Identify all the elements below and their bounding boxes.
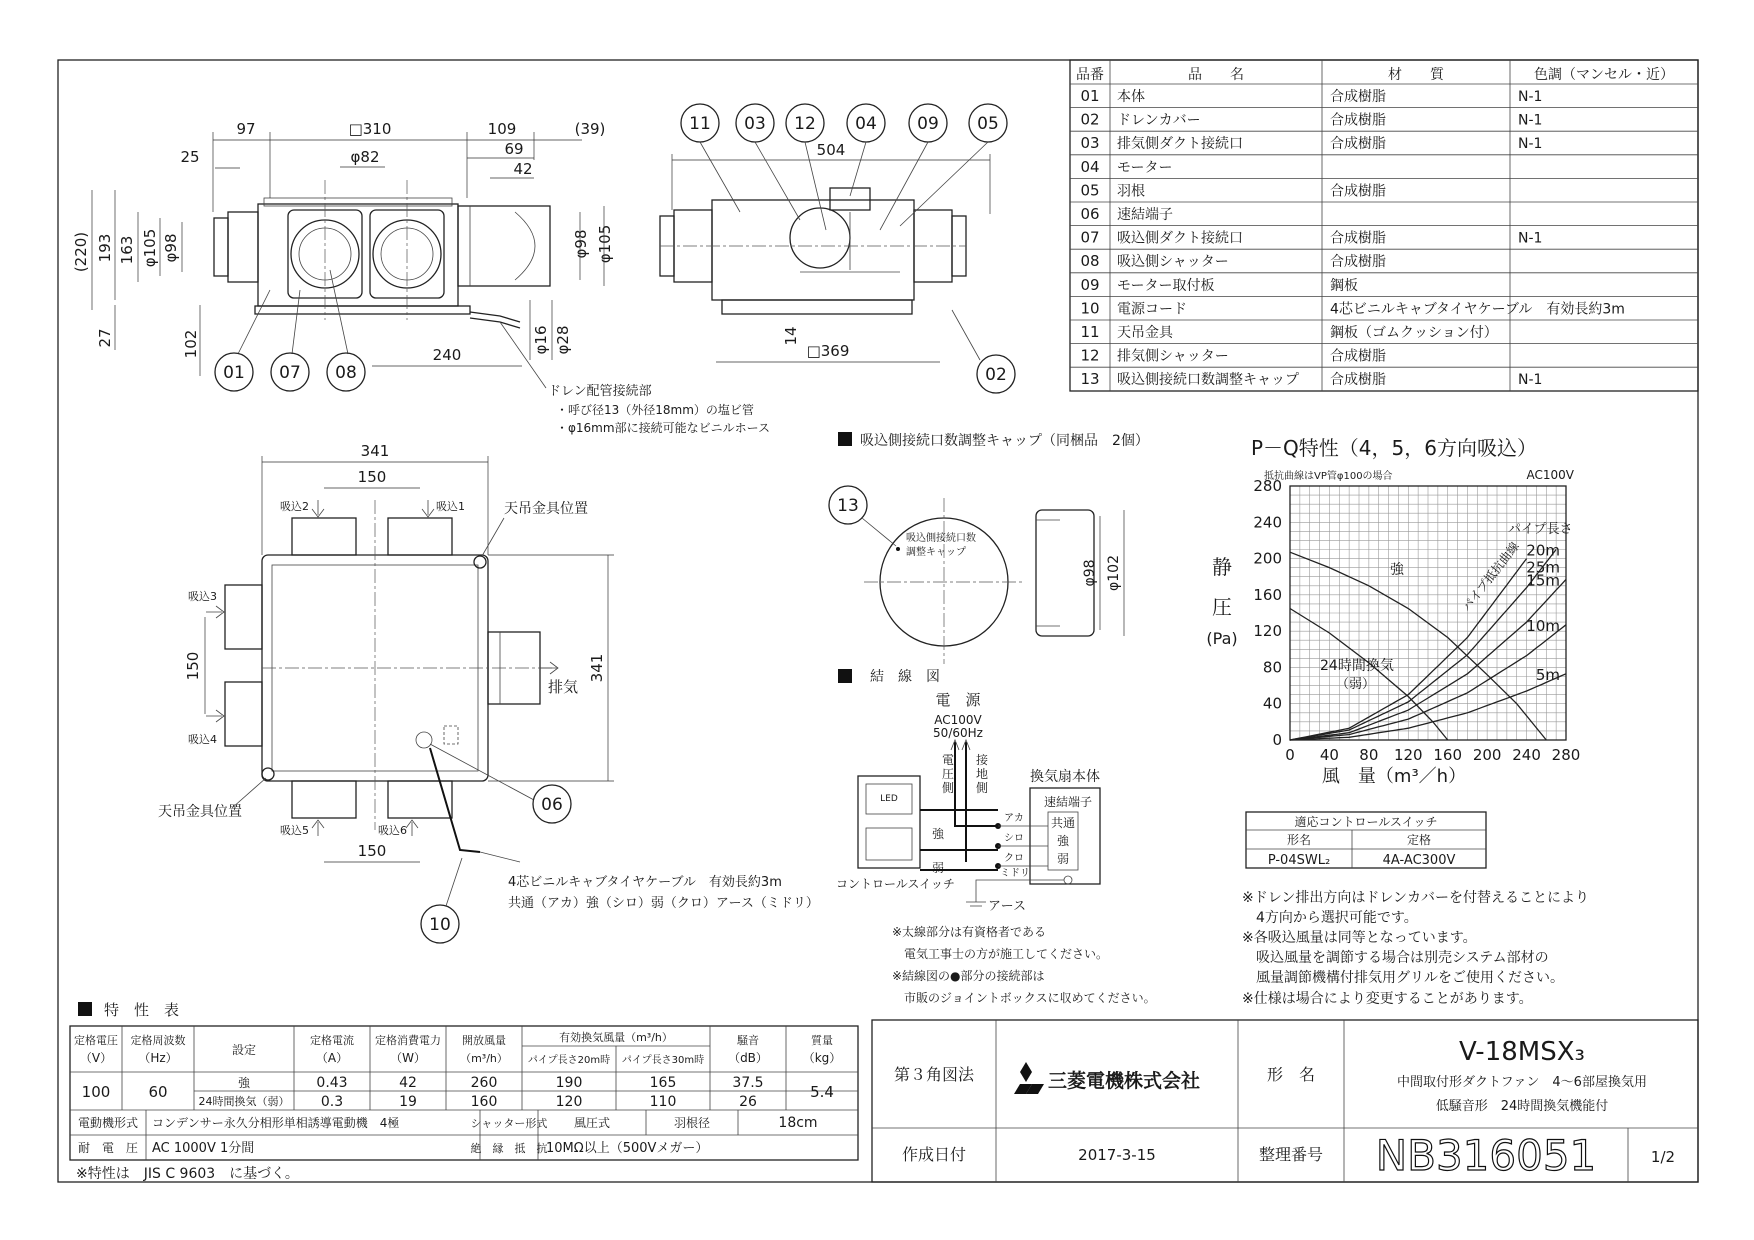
- sheet-border: [58, 60, 1698, 1182]
- part-no: 01: [1080, 87, 1100, 105]
- series-label-weak-1: 24時間換気: [1320, 658, 1394, 674]
- pq-title: P－Q特性（4，5，6方向吸込）: [1251, 436, 1537, 460]
- terminal-weak: 弱: [1056, 852, 1070, 866]
- spec-h-power-2: （W）: [390, 1051, 426, 1065]
- spec-blade: 18cm: [778, 1115, 818, 1131]
- pq-xlabel: 風 量（m³／h）: [1321, 766, 1467, 787]
- callout-13: 13: [837, 496, 859, 516]
- switch-label-weak: 弱: [932, 861, 945, 875]
- dim-369: □369: [806, 342, 850, 360]
- hanger-label-top: 天吊金具位置: [504, 501, 588, 517]
- spec-h-current-2: （A）: [315, 1051, 349, 1065]
- part-material: 合成樹脂: [1330, 183, 1386, 200]
- part-name: モーター: [1117, 159, 1173, 176]
- part-color: N-1: [1518, 230, 1543, 247]
- arrow-inlet-1: [422, 500, 434, 517]
- dim-16: φ16: [532, 325, 550, 355]
- svg-text:LED: LED: [880, 794, 898, 804]
- spec-insulation-label: 絶 縁 抵 抗: [470, 1142, 548, 1155]
- part-no: 02: [1080, 110, 1100, 129]
- resistance-label: 20m: [1526, 541, 1560, 560]
- dim-163: 163: [118, 235, 136, 265]
- parts-header-no: 品番: [1076, 67, 1104, 83]
- pq-supply: AC100V: [1526, 468, 1574, 482]
- callout-side: 05: [977, 114, 999, 134]
- part-name: 本体: [1117, 89, 1145, 105]
- callout-side: 09: [917, 114, 939, 134]
- series-label-pipe: パイプ長さ: [1508, 522, 1573, 537]
- pq-ylabel-1: 静: [1212, 555, 1232, 579]
- arrow-exhaust: [540, 662, 558, 674]
- wiring-note-3: ※結線図の●部分の接続部は: [892, 969, 1045, 983]
- pq-subtitle: 抵抗曲線はVP管φ100の場合: [1264, 471, 1393, 482]
- part-material: 合成樹脂: [1330, 112, 1386, 129]
- side-label-2: 圧: [942, 767, 955, 781]
- arrow-inlet-6: [406, 820, 418, 836]
- side-label-5: 地: [976, 767, 989, 781]
- parts-table: [1070, 60, 1698, 391]
- resistance-label: 15m: [1526, 571, 1560, 590]
- terminal-strong: 強: [1056, 834, 1070, 848]
- wire-black: クロ: [1004, 853, 1024, 864]
- y-tick-label: 40: [1262, 694, 1282, 713]
- x-tick-label: 40: [1319, 746, 1339, 764]
- note-3: ※各吸込風量は同等となっています。: [1242, 930, 1477, 946]
- inlet-label-1: 吸込1: [436, 500, 465, 513]
- wiring-note-4: 市販のジョイントボックスに収めてください。: [904, 991, 1156, 1005]
- projection-label: 第３角図法: [893, 1065, 975, 1084]
- parts-header-name: 品 名: [1188, 67, 1244, 83]
- part-no: 13: [1080, 370, 1100, 389]
- drain-note-title: ドレン配管接続部: [548, 384, 652, 399]
- dim-310: □310: [348, 120, 392, 138]
- callout-side: 04: [855, 114, 877, 134]
- callout-01: 01: [223, 363, 245, 383]
- parts-header-material: 材 質: [1388, 67, 1444, 83]
- dim-193: 193: [96, 233, 114, 263]
- dim-341-top: 341: [360, 442, 390, 460]
- note-1: ※ドレン排出方向はドレンカバーを付替えることにより: [1242, 890, 1590, 906]
- part-material: 鋼板（ゴムクッション付）: [1330, 325, 1498, 341]
- x-tick-label: 160: [1433, 746, 1463, 764]
- spec-row1-noise: 37.5: [732, 1075, 764, 1091]
- doc-no-label: 整理番号: [1258, 1145, 1324, 1164]
- spec-h-current-1: 定格電流: [310, 1034, 354, 1047]
- series-label-strong: 強: [1390, 562, 1404, 578]
- company-name: 三菱電機株式会社: [1048, 1070, 1201, 1092]
- dim-220: (220): [72, 231, 90, 273]
- x-tick-label: 240: [1512, 746, 1541, 764]
- spec-footnote: ※特性は JIS C 9603 に基づく。: [76, 1166, 299, 1182]
- spec-shutter-label: シャッター形式: [470, 1117, 548, 1130]
- part-no: 06: [1080, 205, 1100, 223]
- side-body: [712, 200, 914, 300]
- callout-02: 02: [985, 365, 1007, 385]
- general-notes: [1242, 889, 1589, 1007]
- page-number: 1/2: [1650, 1148, 1676, 1166]
- spec-row1-current: 0.43: [316, 1075, 348, 1091]
- note-6: ※仕様は場合により変更することがあります。: [1242, 991, 1533, 1007]
- wiring-heading: 結 線 図: [870, 669, 940, 685]
- spec-withstand-label: 耐 電 圧: [77, 1141, 139, 1155]
- switch-label-strong: 強: [932, 827, 945, 841]
- spec-h-voltage-2: （V）: [79, 1051, 113, 1065]
- wire-green: ミドリ: [1000, 868, 1030, 879]
- spec-h-freq-2: （Hz）: [138, 1051, 178, 1065]
- dim-42: 42: [513, 160, 533, 178]
- drain-note-line1: ・呼び径13（外径18mm）の塩ビ管: [556, 403, 754, 417]
- callout-side: 11: [689, 114, 711, 134]
- part-name: モーター取付板: [1117, 277, 1215, 294]
- y-tick-label: 80: [1262, 658, 1282, 677]
- wiring-diagram: [836, 669, 1156, 1005]
- spec-shutter: 風圧式: [573, 1116, 611, 1130]
- part-no: 04: [1080, 157, 1100, 176]
- part-name: 排気側シャッター: [1117, 348, 1229, 365]
- part-no: 08: [1080, 252, 1100, 271]
- part-name: 電源コード: [1117, 301, 1187, 318]
- part-material: 合成樹脂: [1330, 89, 1386, 105]
- freq-label: 50/60Hz: [933, 726, 983, 740]
- note-5: 風量調節機構付排気用グリルをご使用ください。: [1242, 970, 1564, 986]
- part-name: 排気側ダクト接続口: [1117, 136, 1243, 153]
- arrow-inlet-5: [312, 820, 324, 836]
- inlet-label-3: 吸込3: [188, 590, 217, 603]
- side-label-4: 接: [976, 753, 989, 767]
- switch-table-h2: 定格: [1406, 833, 1432, 847]
- mitsubishi-logo-icon: [1014, 1062, 1044, 1094]
- part-material: 合成樹脂: [1330, 348, 1386, 365]
- spec-row1-pipe30: 165: [649, 1075, 677, 1091]
- dim-150-left: 150: [184, 651, 202, 681]
- dim-97: 97: [236, 120, 256, 138]
- part-no: 09: [1080, 275, 1100, 294]
- spec-h-mass-1: 質量: [811, 1034, 833, 1047]
- part-material: 4芯ビニルキャブタイヤケーブル 有効長約3m: [1330, 301, 1625, 318]
- arrow-inlet-3: [206, 606, 224, 618]
- cable-note-1: 4芯ビニルキャブタイヤケーブル 有効長約3m: [508, 875, 782, 890]
- spec-row2-noise: 26: [739, 1094, 757, 1110]
- spec-row2-open: 160: [470, 1094, 498, 1110]
- wire-white: シロ: [1004, 833, 1024, 844]
- part-name: 吸込側シャッター: [1117, 254, 1229, 271]
- y-tick-label: 0: [1272, 731, 1282, 749]
- spec-h-pipe30: パイプ長さ30m時: [621, 1055, 705, 1066]
- inlet-label-2: 吸込2: [280, 500, 309, 513]
- part-name: 吸込側接続口数調整キャップ: [1117, 372, 1299, 389]
- spec-h-pipe20: パイプ長さ20m時: [527, 1055, 611, 1066]
- cap-heading: 吸込側接続口数調整キャップ（同梱品 2個）: [860, 433, 1149, 449]
- y-tick-label: 280: [1253, 477, 1282, 495]
- part-color: N-1: [1518, 112, 1543, 129]
- wiring-note-1: ※太線部分は有資格者である: [892, 925, 1047, 939]
- part-color: N-1: [1518, 372, 1543, 389]
- hanger-label-bottom: 天吊金具位置: [158, 804, 242, 820]
- series-label-weak-2: （弱）: [1336, 677, 1376, 692]
- switch-rating: 4A-AC300V: [1382, 853, 1456, 868]
- dim-82: φ82: [350, 148, 380, 166]
- part-no: 10: [1080, 299, 1100, 318]
- dim-102: 102: [182, 329, 200, 359]
- specs-heading: 特 性 表: [104, 1001, 180, 1019]
- spec-row1-power: 42: [399, 1075, 417, 1091]
- resistance-label: 10m: [1526, 616, 1560, 635]
- part-color: N-1: [1518, 136, 1543, 153]
- parts-header-color: 色調（マンセル・近）: [1534, 67, 1674, 83]
- dim-341-right: 341: [588, 653, 606, 683]
- terminal-common: 共通: [1050, 816, 1076, 830]
- date-value: 2017-3-15: [1078, 1146, 1156, 1164]
- part-name: 天吊金具: [1117, 325, 1173, 341]
- part-material: 合成樹脂: [1330, 136, 1386, 153]
- y-tick-label: 240: [1253, 513, 1282, 532]
- fan-body-label: 換気扇本体: [1030, 769, 1100, 785]
- y-tick-label: 200: [1253, 549, 1282, 568]
- spec-h-mass-2: （kg）: [802, 1051, 842, 1065]
- dim-109: 109: [487, 120, 517, 138]
- part-name: 吸込側ダクト接続口: [1117, 230, 1243, 247]
- resistance-label: 25m: [1526, 558, 1560, 577]
- date-label: 作成日付: [901, 1145, 967, 1164]
- dim-25: 25: [180, 148, 200, 166]
- title-block: [872, 1020, 1698, 1182]
- dim-69: 69: [504, 140, 524, 158]
- dim-105-left: φ105: [141, 228, 159, 268]
- callout-side: 12: [794, 114, 816, 134]
- spec-row2-pipe20: 120: [555, 1094, 583, 1110]
- exhaust-label: 排気: [548, 678, 579, 696]
- note-2: 4方向から選択可能です。: [1242, 910, 1418, 926]
- pq-ylabel-3: (Pa): [1206, 629, 1238, 648]
- drain-note-line2: ・φ16mm部に接続可能なビニルホース: [556, 421, 770, 435]
- dim-504: 504: [816, 141, 846, 159]
- spec-h-setting: 設定: [231, 1043, 257, 1057]
- switch-table-title: 適応コントロールスイッチ: [1294, 815, 1438, 829]
- part-no: 11: [1080, 323, 1100, 341]
- spec-h-freq-1: 定格周波数: [130, 1034, 186, 1047]
- model-desc-1: 中間取付形ダクトファン 4～6部屋換気用: [1397, 1075, 1647, 1090]
- spec-voltage: 100: [81, 1083, 111, 1101]
- x-tick-label: 280: [1551, 746, 1581, 764]
- spec-row1-open: 260: [470, 1075, 498, 1091]
- spec-row2-power: 19: [399, 1094, 417, 1110]
- cap-label-1: 吸込側接続口数: [906, 533, 976, 544]
- side-label-1: 電: [942, 753, 955, 767]
- wiring-note-2: 電気工事士の方が施工してください。: [904, 947, 1109, 961]
- spec-h-noise-1: 騒音: [737, 1034, 759, 1047]
- dim-98-right: φ98: [572, 229, 590, 259]
- part-name: 羽根: [1117, 183, 1145, 200]
- dim-39: (39): [574, 120, 606, 138]
- voltage-label: AC100V: [934, 713, 982, 727]
- doc-number: NB316051: [1375, 1131, 1597, 1180]
- arrow-inlet-2: [312, 500, 324, 517]
- model-number: V-18MSX₃: [1459, 1037, 1585, 1067]
- side-label-6: 側: [976, 781, 989, 795]
- y-tick-label: 160: [1253, 585, 1282, 604]
- spec-row2-current: 0.3: [320, 1094, 344, 1110]
- switch-caption: コントロールスイッチ: [836, 877, 955, 891]
- part-name: ドレンカバー: [1117, 112, 1201, 129]
- spec-motor: コンデンサー永久分相形単相誘導電動機 4極: [152, 1116, 400, 1130]
- x-tick-label: 200: [1472, 746, 1502, 764]
- spec-h-voltage-1: 定格電圧: [74, 1034, 118, 1047]
- callout-06: 06: [541, 795, 563, 815]
- spec-motor-label: 電動機形式: [77, 1116, 139, 1130]
- inlet-label-5: 吸込5: [280, 824, 309, 837]
- terminal-label: 速結端子: [1044, 795, 1093, 809]
- pq-ylabel-2: 圧: [1212, 595, 1232, 619]
- dim-150-top: 150: [357, 468, 387, 486]
- switch-box: [858, 776, 920, 868]
- dim-150-bottom: 150: [357, 842, 387, 860]
- earth-label: アース: [988, 899, 1026, 914]
- cap-section: [829, 432, 1149, 664]
- spec-withstand: AC 1000V 1分間: [152, 1141, 255, 1156]
- part-color: N-1: [1518, 89, 1543, 105]
- part-name: 速結端子: [1117, 207, 1173, 223]
- note-4: 吸込風量を調節する場合は別売システム部材の: [1242, 950, 1549, 966]
- spec-h-noise-2: （dB）: [728, 1051, 768, 1065]
- part-no: 12: [1080, 346, 1100, 365]
- part-no: 03: [1080, 134, 1100, 153]
- spec-h-open-1: 開放風量: [462, 1034, 506, 1047]
- callout-08: 08: [335, 363, 357, 383]
- spec-insulation: 10MΩ以上（500Vメガー）: [546, 1141, 709, 1156]
- inlet-label-4: 吸込4: [188, 733, 217, 746]
- spec-row1-pipe20: 190: [555, 1075, 583, 1091]
- spec-h-power-1: 定格消費電力: [375, 1034, 441, 1047]
- model-label: 形 名: [1266, 1065, 1316, 1084]
- dim-240: 240: [432, 346, 462, 364]
- spec-blade-label: 羽根径: [673, 1116, 711, 1130]
- pq-chart: [1206, 436, 1580, 787]
- callout-side: 03: [744, 114, 766, 134]
- callout-07: 07: [279, 363, 301, 383]
- arrow-inlet-4: [206, 710, 224, 722]
- spec-row1-setting: 強: [237, 1076, 251, 1090]
- wire-red: アカ: [1004, 813, 1024, 824]
- x-tick-label: 120: [1393, 746, 1423, 764]
- part-material: 合成樹脂: [1330, 372, 1386, 389]
- resistance-label: 5m: [1535, 665, 1560, 684]
- x-tick-label: 80: [1359, 746, 1379, 764]
- part-no: 07: [1080, 228, 1100, 247]
- dim-28: φ28: [554, 325, 572, 355]
- part-material: 合成樹脂: [1330, 230, 1386, 247]
- dim-14: 14: [782, 326, 800, 346]
- cap-label-2: 調整キャップ: [906, 547, 966, 558]
- part-no: 05: [1080, 181, 1100, 200]
- power-label: 電 源: [935, 691, 981, 709]
- dim-27: 27: [96, 328, 114, 348]
- part-material: 合成樹脂: [1330, 254, 1386, 271]
- part-material: 鋼板: [1330, 277, 1358, 294]
- spec-row2-pipe30: 110: [649, 1094, 677, 1110]
- switch-table-h1: 形名: [1286, 833, 1312, 847]
- series-label-resistance: パイプ抵抗曲線: [1459, 539, 1522, 614]
- inlet-label-6: 吸込6: [378, 824, 407, 837]
- callout-10: 10: [429, 915, 451, 935]
- spec-frequency: 60: [148, 1083, 168, 1101]
- model-desc-2: 低騒音形 24時間換気機能付: [1435, 1099, 1609, 1114]
- spec-h-effective: 有効換気風量（m³/h）: [559, 1031, 673, 1044]
- spec-h-open-2: （m³/h）: [460, 1052, 508, 1065]
- x-tick-label: 0: [1285, 746, 1295, 764]
- y-tick-label: 120: [1253, 622, 1282, 641]
- side-view: [660, 104, 1015, 393]
- switch-model: P-04SWL₂: [1267, 853, 1331, 868]
- specs-table: [70, 1001, 858, 1182]
- dim-98-left: φ98: [162, 233, 180, 263]
- spec-mass: 5.4: [810, 1083, 834, 1101]
- cap-dim-98: φ98: [1082, 559, 1098, 587]
- plan-view: [158, 442, 819, 943]
- dim-105-right: φ105: [596, 224, 614, 264]
- side-label-3: 側: [942, 781, 955, 795]
- front-view: [72, 120, 770, 435]
- cap-dim-102: φ102: [1106, 555, 1122, 591]
- cable-note-2: 共通（アカ）強（シロ）弱（クロ）アース（ミドリ）: [508, 896, 819, 911]
- switch-table: [1246, 812, 1486, 868]
- spec-row2-setting: 24時間換気（弱）: [198, 1095, 290, 1108]
